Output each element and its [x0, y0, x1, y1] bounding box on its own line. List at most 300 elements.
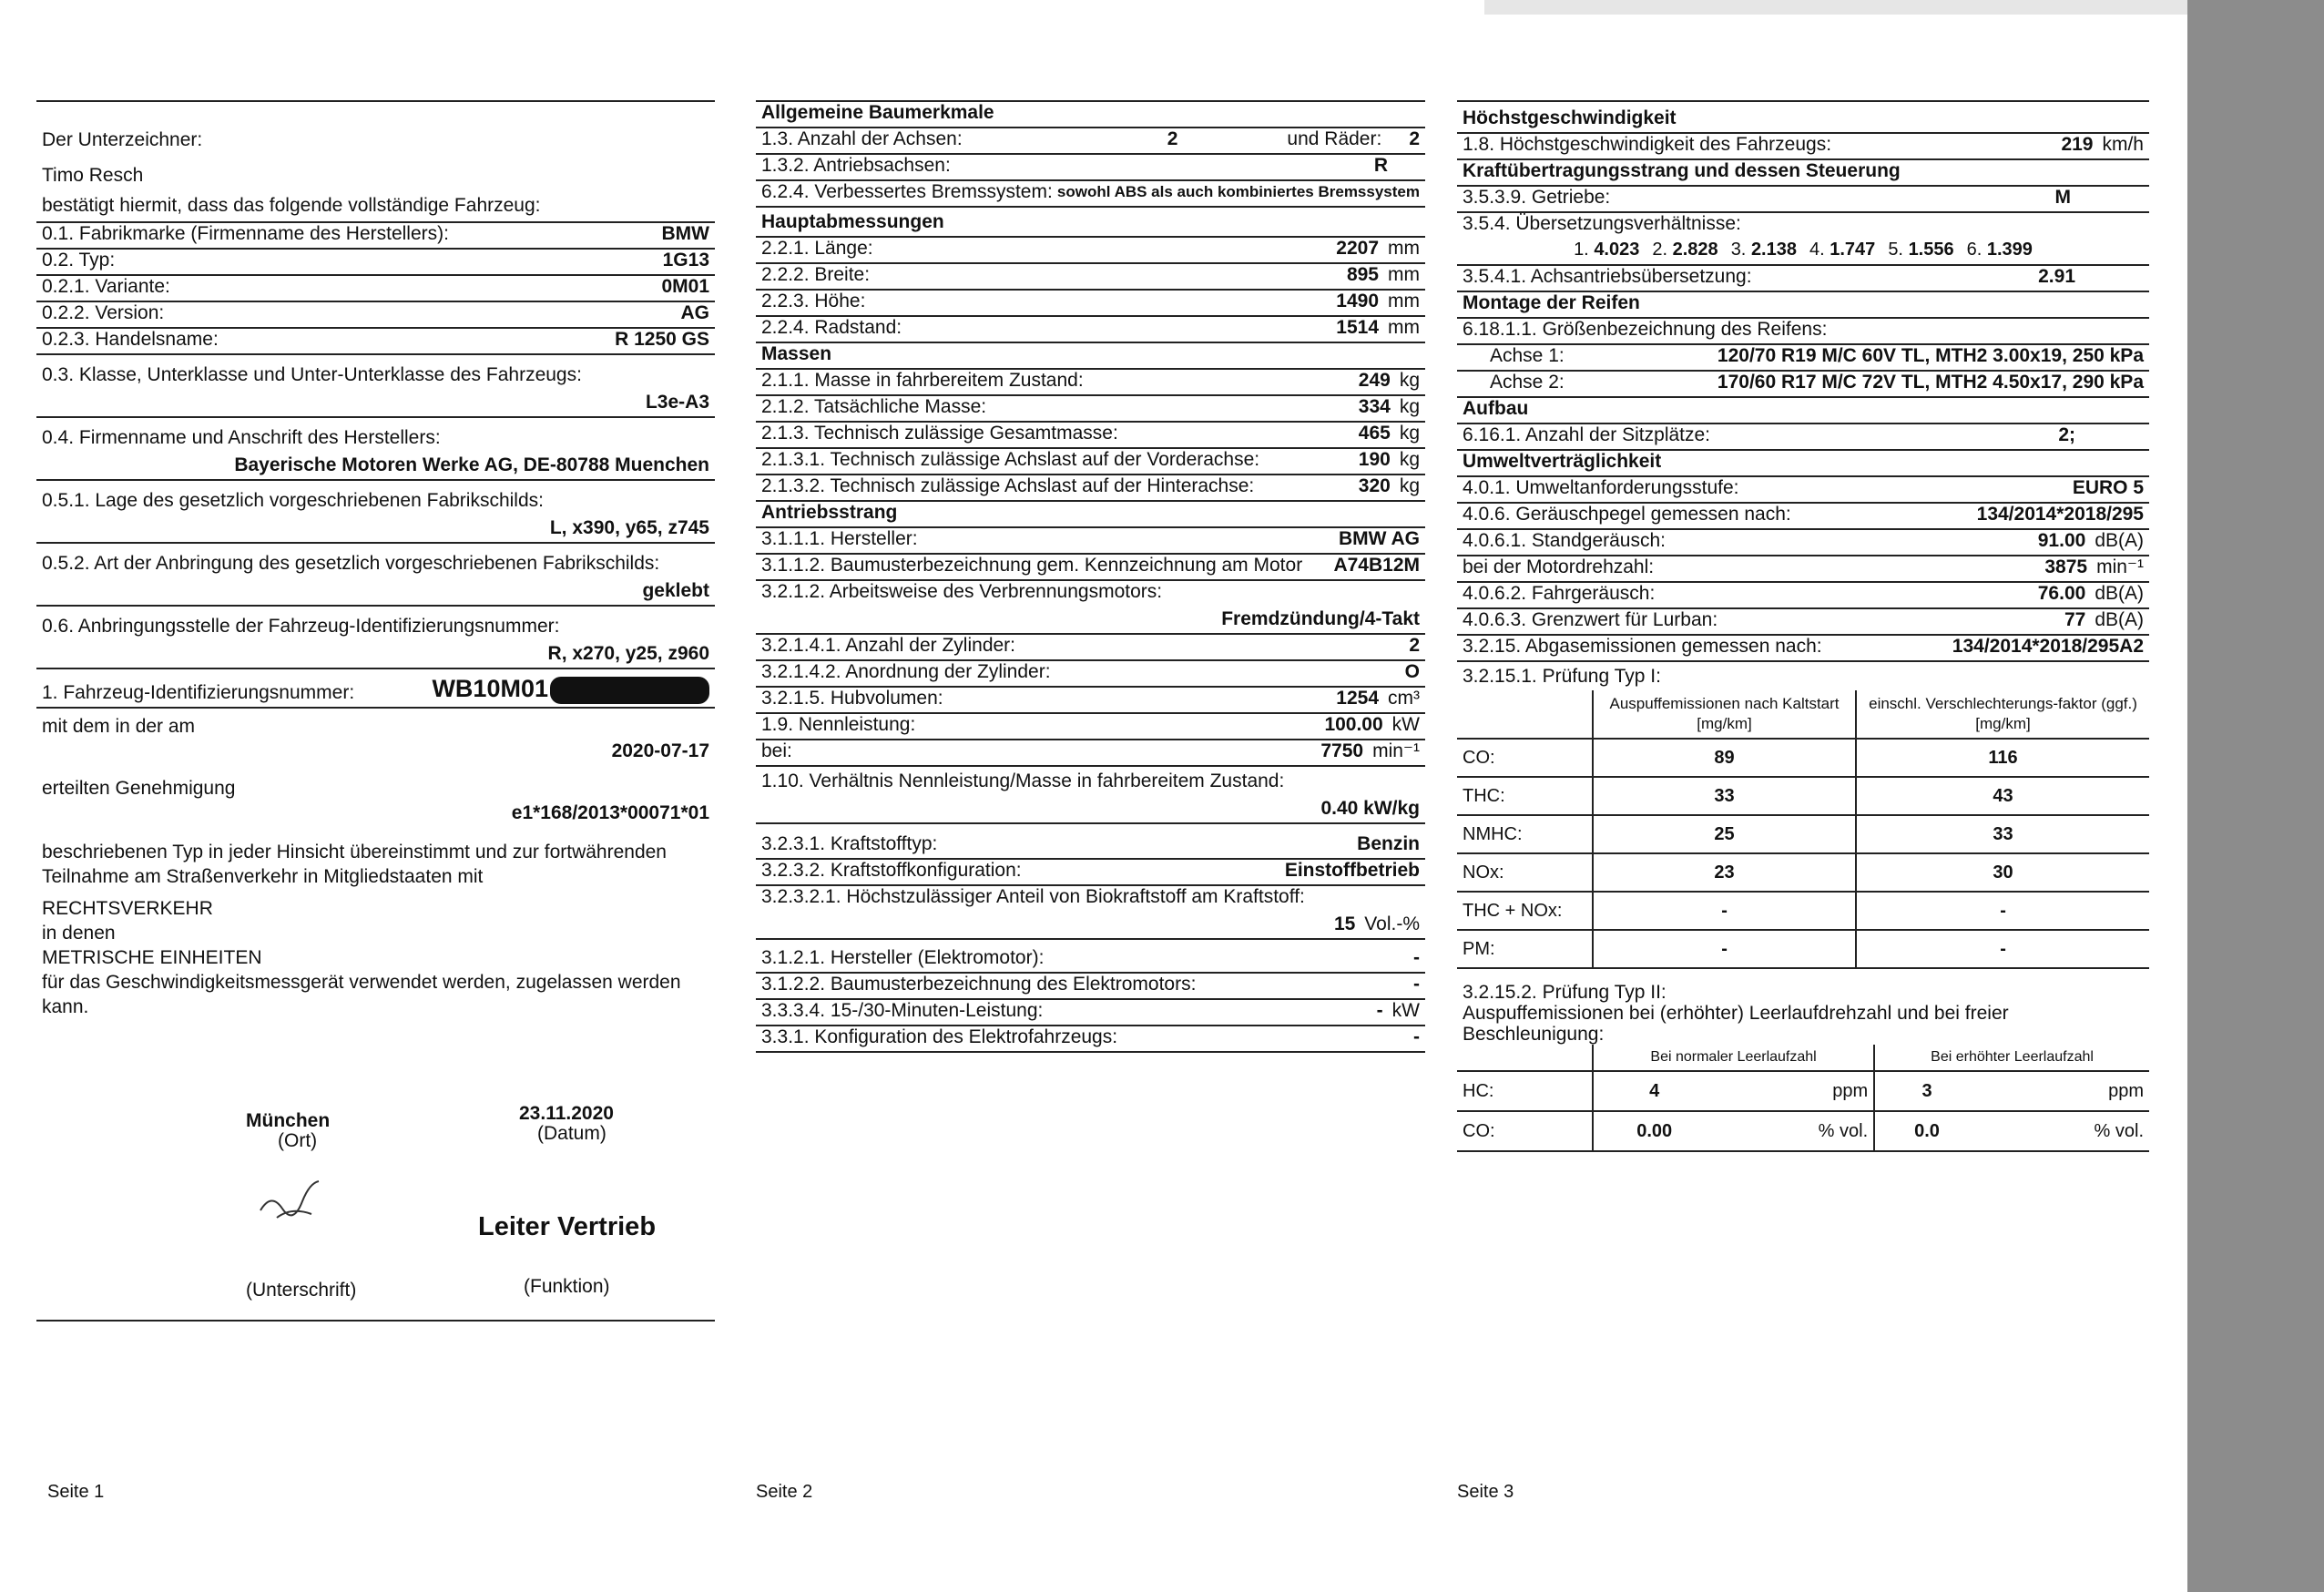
- row-value: Bayerische Motoren Werke AG, DE-80788 Muenchen: [234, 454, 709, 475]
- place-caption: (Ort): [278, 1130, 318, 1151]
- row-value: [662, 223, 709, 245]
- test2-label: 3.2.15.2. Prüfung Typ II:: [1463, 982, 1667, 1003]
- field-row: [36, 302, 715, 329]
- value-number: 7750: [1320, 740, 1364, 761]
- row-label: 2.2.2. Breite:: [761, 264, 871, 285]
- scan-top-shadow: [1484, 0, 2187, 15]
- row-label: 0.2.2. Version:: [42, 302, 165, 323]
- gear-number: 3.: [1730, 240, 1747, 260]
- row-label: 3.2.15. Abgasemissionen gemessen nach:: [1463, 636, 1822, 657]
- environment-row: [1457, 477, 2149, 504]
- emission-cold: -: [1593, 892, 1856, 930]
- value-unit: dB(A): [2095, 530, 2144, 551]
- dimension-row: [756, 317, 1425, 343]
- environment-rows: [1457, 477, 2149, 662]
- row-value: [1405, 661, 1420, 683]
- vin-value: WB10M01: [432, 675, 548, 703]
- row-label: 2.2.1. Länge:: [761, 238, 873, 259]
- biofuel-row: 3.2.3.2.1. Höchstzulässiger Anteil von Biokraftstoff am Kraftstoff: 15 Vol.-%: [756, 886, 1425, 940]
- row-value: L3e-A3: [645, 392, 709, 413]
- field-row: [36, 329, 715, 355]
- field-row: [36, 616, 715, 669]
- emission-label: THC + NOx:: [1457, 892, 1593, 930]
- gearbox-row: 3.5.3.9. Getriebe: M: [1457, 187, 2149, 213]
- field-row: [36, 553, 715, 607]
- row-value: [1320, 740, 1420, 762]
- emission-label: CO:: [1457, 739, 1593, 777]
- field-row: [36, 427, 715, 481]
- gear-ratio: [1809, 240, 1875, 260]
- row-label: 4.0.6.1. Standgeräusch:: [1463, 530, 1666, 551]
- row-label: 4.0.6.2. Fahrgeräusch:: [1463, 583, 1656, 604]
- gear-value: 1.399: [1986, 240, 2033, 260]
- mass-row: [756, 475, 1425, 502]
- undersigned-label: Der Unterzeichner:: [42, 129, 203, 150]
- emission-row: [1457, 777, 2149, 815]
- value-number: 320: [1358, 475, 1391, 496]
- row-label: 3.2.1.4.2. Anordnung der Zylinder:: [761, 661, 1051, 682]
- row-label: 2.1.2. Tatsächliche Masse:: [761, 396, 987, 417]
- row-value: geklebt: [642, 580, 709, 601]
- gear-value: 2.828: [1672, 240, 1718, 260]
- value-number: 1490: [1336, 291, 1379, 311]
- mass-row: [756, 423, 1425, 449]
- row-label: 3.1.2.2. Baumusterbezeichnung des Elektromotors:: [761, 974, 1197, 995]
- value-number: 100.00: [1324, 714, 1383, 735]
- mass-row: [756, 396, 1425, 423]
- test2-header-normal: Bei normaler Leerlaufzahl: [1593, 1045, 1874, 1071]
- row-value: [1952, 636, 2144, 658]
- row-label: 0.5.1. Lage des gesetzlich vorgeschriebenen Fabrikschilds:: [42, 490, 544, 511]
- row-label: 3.2.1.5. Hubvolumen:: [761, 688, 943, 709]
- row-label: 0.1. Fabrikmarke (Firmenname des Herstellers):: [42, 223, 449, 244]
- value-unit: kW: [1391, 714, 1420, 735]
- mass-rows: [756, 370, 1425, 502]
- row-label: 4.0.1. Umweltanforderungsstufe:: [1463, 477, 1739, 498]
- value-number: BMW: [661, 223, 709, 244]
- date-caption: (Datum): [537, 1123, 606, 1144]
- row-value: [1413, 1026, 1420, 1048]
- row-value: [1409, 635, 1420, 657]
- value-unit: mm: [1388, 264, 1420, 285]
- value-number: BMW AG: [1338, 528, 1420, 549]
- idle-high-unit: % vol.: [1979, 1111, 2149, 1151]
- value-number: 3875: [2044, 556, 2088, 577]
- date: 23.11.2020: [519, 1103, 614, 1124]
- row-value: [1359, 449, 1420, 471]
- gear-ratios: [1457, 238, 2149, 266]
- redaction-bar: [550, 677, 709, 704]
- emission-factor: 43: [1856, 777, 2149, 815]
- value-number: O: [1404, 661, 1420, 682]
- value-unit: cm³: [1388, 688, 1420, 709]
- work-row: 3.2.1.2. Arbeitsweise des Verbrennungsmotors: Fremdzündung/4-Takt: [756, 581, 1425, 635]
- fuel-rows: [756, 833, 1425, 886]
- tyre-size: 170/60 R17 M/C 72V TL, MTH2 4.50x17, 290 kPa: [1717, 372, 2144, 393]
- value-number: 2: [1409, 635, 1420, 656]
- field-row: [36, 490, 715, 544]
- page-number-3: Seite 3: [1457, 1482, 1514, 1502]
- value-number: 465: [1358, 423, 1391, 444]
- brake-row: 6.2.4. Verbessertes Bremssystem: sowohl ABS als auch kombiniertes Bremssystem: [756, 181, 1425, 208]
- test1-label-row: 3.2.15.1. Prüfung Typ I:: [1463, 666, 1661, 687]
- section-masses: Massen: [756, 343, 1425, 370]
- emission-label: NMHC:: [1457, 815, 1593, 853]
- emission-cold: 23: [1593, 853, 1856, 892]
- idle-label: HC:: [1457, 1071, 1593, 1111]
- page-number-2: Seite 2: [756, 1482, 813, 1502]
- tyre-label-row: 6.18.1.1. Größenbezeichnung des Reifens:: [1457, 319, 2149, 345]
- row-value: R, x270, y25, z960: [547, 643, 709, 664]
- row-label: 1.9. Nennleistung:: [761, 714, 916, 735]
- row-label: 4.0.6. Geräuschpegel gemessen nach:: [1463, 504, 1791, 525]
- emission-cold: 89: [1593, 739, 1856, 777]
- row-value: [1336, 688, 1420, 709]
- dimension-row: [756, 291, 1425, 317]
- value-number: 0M01: [661, 276, 709, 297]
- row-label: 4.0.6.3. Grenzwert für Lurban:: [1463, 609, 1718, 630]
- emission-cold: 33: [1593, 777, 1856, 815]
- row-label: 2.1.3. Technisch zulässige Gesamtmasse:: [761, 423, 1118, 444]
- row-label: 2.1.3.2. Technisch zulässige Achslast auf der Hinterachse:: [761, 475, 1255, 496]
- row-label: 2.2.3. Höhe:: [761, 291, 866, 311]
- vehicle-id-rows: [36, 223, 715, 355]
- dimension-row: [756, 238, 1425, 264]
- value-number: Einstoffbetrieb: [1284, 860, 1420, 881]
- row-label: 0.4. Firmenname und Anschrift des Herstellers:: [42, 427, 441, 448]
- row-value: [2038, 530, 2144, 552]
- row-value: [1324, 714, 1420, 736]
- tyre-axle: Achse 1:: [1490, 345, 1565, 366]
- value-unit: min⁻¹: [1372, 740, 1420, 761]
- engine-row: [756, 661, 1425, 688]
- gear-number: 2.: [1652, 240, 1668, 260]
- approval-number-row: [36, 802, 715, 827]
- place: München: [246, 1110, 331, 1131]
- dimension-row: [756, 264, 1425, 291]
- row-value: [681, 302, 710, 324]
- fuel-row: [756, 860, 1425, 886]
- function: Leiter Vertrieb: [478, 1212, 657, 1241]
- idle-high-value: 3: [1874, 1071, 1979, 1111]
- approval-label: erteilten Genehmigung: [42, 778, 236, 799]
- idle-normal-value: 4: [1593, 1071, 1715, 1111]
- gear-number: 5.: [1888, 240, 1903, 260]
- idle-normal-unit: % vol.: [1715, 1111, 1874, 1151]
- row-value: [1333, 555, 1420, 577]
- engine-rows: [756, 635, 1425, 767]
- body-text-3: in denen: [42, 923, 116, 944]
- vin-row: [36, 677, 715, 707]
- gear-value: 1.747: [1830, 240, 1876, 260]
- electric-row: [756, 974, 1425, 1000]
- value-number: 134/2014*2018/295A2: [1952, 636, 2144, 657]
- signer-name: Timo Resch: [42, 165, 144, 186]
- field-row: [36, 223, 715, 250]
- engine-row: [756, 740, 1425, 767]
- row-label: 3.1.2.1. Hersteller (Elektromotor):: [761, 947, 1045, 968]
- powertrain-rows: [756, 528, 1425, 581]
- test2-table: [1457, 1045, 2149, 1152]
- function-caption: (Funktion): [524, 1276, 610, 1297]
- row-value: [1336, 238, 1420, 260]
- row-value: [1359, 396, 1420, 418]
- mass-row: [756, 370, 1425, 396]
- tyre-row: [1457, 372, 2149, 398]
- axle-ratio-row: 3.5.4.1. Achsantriebsübersetzung: 2.91: [1457, 266, 2149, 292]
- row-label: 3.1.1.1. Hersteller:: [761, 528, 918, 549]
- fuel-row: [756, 833, 1425, 860]
- row-value: [1347, 264, 1420, 286]
- environment-row: [1457, 530, 2149, 556]
- emission-row: [1457, 892, 2149, 930]
- row-value: [1339, 528, 1420, 550]
- value-unit: kg: [1399, 423, 1420, 444]
- row-label: 0.2.3. Handelsname:: [42, 329, 219, 350]
- row-value: [1336, 291, 1420, 312]
- row-label: 0.2.1. Variante:: [42, 276, 170, 297]
- emission-factor: -: [1856, 930, 2149, 968]
- approval-date-row: [36, 716, 715, 740]
- approval-number: e1*168/2013*00071*01: [511, 802, 709, 823]
- gear-number: 4.: [1809, 240, 1825, 260]
- emission-label: PM:: [1457, 930, 1593, 968]
- row-value: [663, 250, 709, 271]
- value-number: 2207: [1336, 238, 1379, 259]
- value-number: R 1250 GS: [615, 329, 709, 350]
- value-number: -: [1413, 1026, 1420, 1047]
- value-number: 91.00: [2037, 530, 2086, 551]
- idle-normal-value: 0.00: [1593, 1111, 1715, 1151]
- value-number: 190: [1358, 449, 1391, 470]
- row-value: [1359, 370, 1420, 392]
- tyre-row: [1457, 345, 2149, 372]
- value-unit: kg: [1399, 370, 1420, 391]
- environment-row: [1457, 583, 2149, 609]
- row-label: 3.3.3.4. 15-/30-Minuten-Leistung:: [761, 1000, 1044, 1021]
- engine-row: [756, 635, 1425, 661]
- environment-row: [1457, 556, 2149, 583]
- test2-text: Auspuffemissionen bei (erhöhter) Leerlaufdrehzahl und bei freier Beschleunigung:: [1463, 1003, 2009, 1045]
- electric-row: [756, 1000, 1425, 1026]
- gear-ratio: [1967, 240, 2033, 260]
- section-tyres: Montage der Reifen: [1457, 292, 2149, 319]
- idle-label: CO:: [1457, 1111, 1593, 1151]
- row-label: 0.5.2. Art der Anbringung des gesetzlich vorgeschriebenen Fabrikschilds:: [42, 553, 660, 574]
- gear-value: 1.556: [1908, 240, 1954, 260]
- row-value: [1357, 833, 1420, 855]
- document-page-3: [1457, 100, 2149, 1512]
- idle-high-value: 0.0: [1874, 1111, 1979, 1151]
- ratios-label-row: 3.5.4. Übersetzungsverhältnisse:: [1463, 213, 1741, 234]
- body-text-1: beschriebenen Typ in jeder Hinsicht übereinstimmt und zur fortwährenden Teilnahme am Straßenverkehr in Mitgliedstaaten mit: [42, 842, 667, 887]
- mass-row: [756, 449, 1425, 475]
- dimension-rows: [756, 238, 1425, 343]
- electric-row: [756, 947, 1425, 974]
- test1-header-cold: Auspuffemissionen nach Kaltstart [mg/km]: [1593, 690, 1856, 739]
- value-number: 249: [1358, 370, 1391, 391]
- scan-background-edge: [2187, 0, 2324, 1592]
- emission-factor: 30: [1856, 853, 2149, 892]
- row-label: 3.1.1.2. Baumusterbezeichnung gem. Kennzeichnung am Motor: [761, 555, 1303, 576]
- powertrain-row: [756, 528, 1425, 555]
- value-number: 77: [2064, 609, 2086, 630]
- emission-factor: 33: [1856, 815, 2149, 853]
- gear-ratio: [1652, 240, 1718, 260]
- drive-row: 1.3.2. Antriebsachsen: R: [756, 155, 1425, 181]
- test1-header-factor: einschl. Verschlechterungs-faktor (ggf.) [mg/km]: [1856, 690, 2149, 739]
- emission-factor: -: [1856, 892, 2149, 930]
- approval-date-value-row: [36, 740, 715, 765]
- approval-date: 2020-07-17: [611, 740, 709, 761]
- document-page-1: [36, 100, 715, 1512]
- row-value: [1377, 1000, 1420, 1022]
- field-row: [36, 250, 715, 276]
- value-unit: dB(A): [2095, 609, 2144, 630]
- value-number: 76.00: [2037, 583, 2086, 604]
- value-unit: mm: [1388, 291, 1420, 311]
- gear-value: 2.138: [1750, 240, 1797, 260]
- engine-row: [756, 714, 1425, 740]
- value-number: 1254: [1336, 688, 1379, 709]
- tyre-size: 120/70 R19 M/C 60V TL, MTH2 3.00x19, 250 kPa: [1717, 345, 2144, 366]
- gear-ratio: [1731, 240, 1797, 260]
- row-value: [1336, 317, 1420, 339]
- idle-high-unit: ppm: [1979, 1071, 2149, 1111]
- section-general: Allgemeine Baumerkmale: [756, 102, 1425, 128]
- test2-header-high: Bei erhöhter Leerlaufzahl: [1874, 1045, 2149, 1071]
- row-label: 3.2.1.4.1. Anzahl der Zylinder:: [761, 635, 1015, 656]
- value-number: -: [1413, 947, 1420, 968]
- value-unit: mm: [1388, 238, 1420, 259]
- row-label: bei:: [761, 740, 792, 761]
- section-powertrain: Antriebsstrang: [756, 502, 1425, 528]
- section-transmission: Kraftübertragungsstrang und dessen Steuerung: [1457, 160, 2149, 187]
- signature-scribble: [255, 1174, 328, 1234]
- approval-date-label: mit dem in der am: [42, 716, 196, 737]
- document-page-2: [756, 100, 1425, 1512]
- electric-rows: [756, 947, 1425, 1053]
- row-value: [1413, 974, 1420, 995]
- emission-factor: 116: [1856, 739, 2149, 777]
- value-unit: kW: [1391, 1000, 1420, 1021]
- field-row: [36, 364, 715, 418]
- signature-caption: (Unterschrift): [246, 1280, 357, 1301]
- tyre-rows: [1457, 345, 2149, 398]
- emission-cold: -: [1593, 930, 1856, 968]
- emission-row: [1457, 930, 2149, 968]
- value-number: EURO 5: [2072, 477, 2144, 498]
- row-value: [1285, 860, 1420, 882]
- value-number: -: [1376, 1000, 1383, 1021]
- idle-row: [1457, 1071, 2149, 1111]
- value-number: 1514: [1336, 317, 1379, 338]
- row-label: 3.2.3.2. Kraftstoffkonfiguration:: [761, 860, 1022, 881]
- body-text-5: für das Geschwindigkeitsmessgerät verwendet werden, zugelassen werden kann.: [42, 972, 681, 1017]
- vin-label: 1. Fahrzeug-Identifizierungsnummer:: [42, 682, 355, 703]
- gear-number: 6.: [1966, 240, 1983, 260]
- section-environment: Umweltverträglichkeit: [1457, 451, 2149, 477]
- row-label: 0.3. Klasse, Unterklasse und Unter-Unterklasse des Fahrzeugs:: [42, 364, 582, 385]
- row-value: [1413, 947, 1420, 969]
- value-number: AG: [680, 302, 709, 323]
- axles-row: 1.3. Anzahl der Achsen: 2 und Räder: 2: [756, 128, 1425, 155]
- gear-ratio: [1888, 240, 1953, 260]
- row-value: L, x390, y65, z745: [549, 517, 709, 538]
- section-speed: Höchstgeschwindigkeit: [1457, 107, 2149, 134]
- row-label: bei der Motordrehzahl:: [1463, 556, 1655, 577]
- value-number: 334: [1358, 396, 1391, 417]
- section-body: Aufbau: [1457, 398, 2149, 424]
- section-dimensions: Hauptabmessungen: [756, 211, 1425, 238]
- tyre-axle: Achse 2:: [1490, 372, 1565, 393]
- powertrain-row: [756, 555, 1425, 581]
- value-unit: min⁻¹: [2096, 556, 2144, 577]
- emission-label: NOx:: [1457, 853, 1593, 892]
- value-number: -: [1413, 974, 1420, 995]
- row-value: [2038, 583, 2144, 605]
- emission-row: [1457, 739, 2149, 777]
- emission-label: THC:: [1457, 777, 1593, 815]
- row-value: [1977, 504, 2144, 526]
- body-text-2: RECHTSVERKEHR: [42, 898, 213, 919]
- value-number: A74B12M: [1333, 555, 1420, 576]
- confirm-text: bestätigt hiermit, dass das folgende vollständige Fahrzeug:: [42, 195, 541, 216]
- emission-row: [1457, 815, 2149, 853]
- row-value: [1359, 423, 1420, 444]
- idle-row: [1457, 1111, 2149, 1151]
- row-value: [2073, 477, 2144, 499]
- value-unit: mm: [1388, 317, 1420, 338]
- environment-row: [1457, 636, 2149, 662]
- page-number-1: Seite 1: [47, 1482, 105, 1502]
- row-value: [2064, 609, 2144, 631]
- row-value: [615, 329, 709, 351]
- vehicle-details-rows: [36, 364, 715, 669]
- value-unit: kg: [1399, 475, 1420, 496]
- row-value: [1359, 475, 1420, 497]
- value-unit: kg: [1399, 396, 1420, 417]
- approval-row: [36, 778, 715, 802]
- value-number: 134/2014*2018/295: [1976, 504, 2144, 525]
- row-label: 2.2.4. Radstand:: [761, 317, 902, 338]
- emission-row: [1457, 853, 2149, 892]
- gear-number: 1.: [1574, 240, 1589, 260]
- engine-row: [756, 688, 1425, 714]
- row-label: 0.6. Anbringungsstelle der Fahrzeug-Identifizierungsnummer:: [42, 616, 560, 637]
- environment-row: [1457, 504, 2149, 530]
- row-label: 3.3.1. Konfiguration des Elektrofahrzeugs:: [761, 1026, 1118, 1047]
- row-value: [2044, 556, 2144, 578]
- value-number: 1G13: [662, 250, 709, 270]
- value-unit: dB(A): [2095, 583, 2144, 604]
- value-unit: kg: [1399, 449, 1420, 470]
- row-label: 2.1.1. Masse in fahrbereitem Zustand:: [761, 370, 1084, 391]
- speed-row: 1.8. Höchstgeschwindigkeit des Fahrzeugs: 219 km/h: [1457, 134, 2149, 160]
- body-text-4: METRISCHE EINHEITEN: [42, 947, 262, 968]
- seats-row: 6.16.1. Anzahl der Sitzplätze: 2;: [1457, 424, 2149, 451]
- signature-block: [36, 1103, 715, 1301]
- idle-normal-unit: ppm: [1715, 1071, 1874, 1111]
- gear-ratio: [1574, 240, 1639, 260]
- gear-value: 4.023: [1594, 240, 1640, 260]
- row-label: 2.1.3.1. Technisch zulässige Achslast auf der Vorderachse:: [761, 449, 1260, 470]
- power-ratio-row: 1.10. Verhältnis Nennleistung/Masse in fahrbereitem Zustand: 0.40 kW/kg: [756, 770, 1425, 824]
- environment-row: [1457, 609, 2149, 636]
- field-row: [36, 276, 715, 302]
- row-value: [661, 276, 709, 298]
- electric-row: [756, 1026, 1425, 1053]
